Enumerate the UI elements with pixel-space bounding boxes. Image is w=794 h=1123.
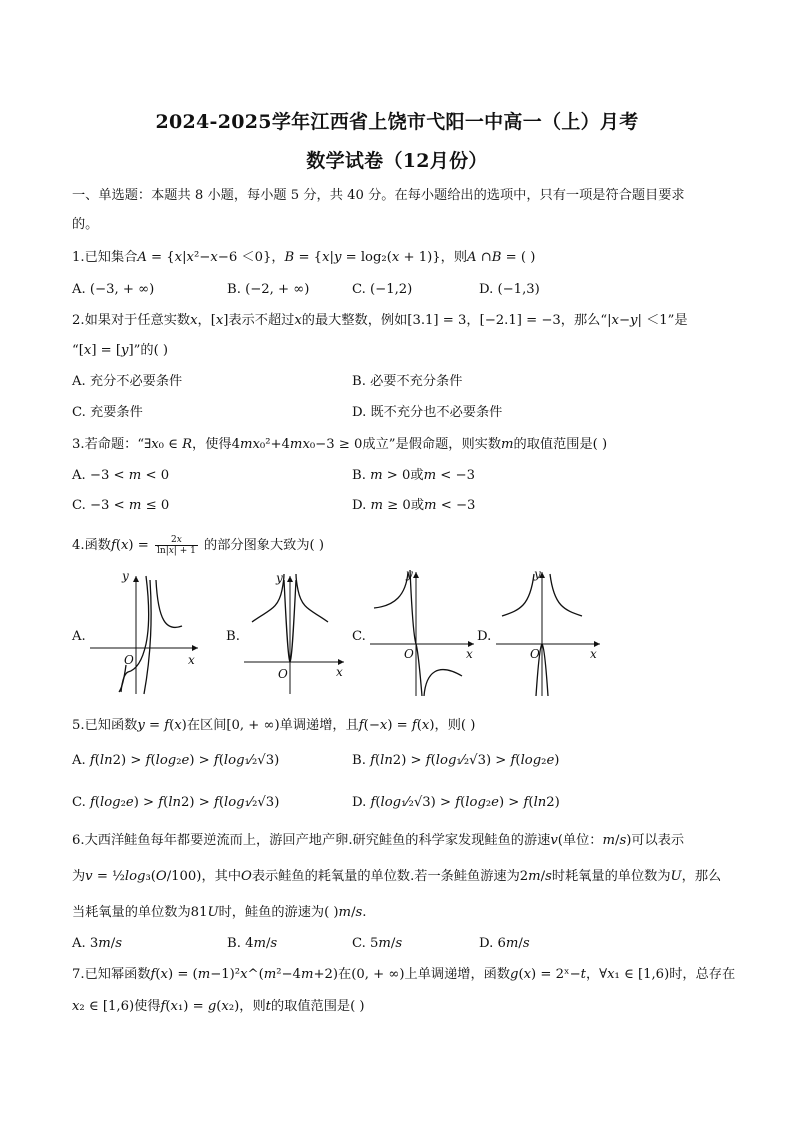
question-4-fraction xyxy=(155,535,198,556)
question-7-stem-line1: 7.已知幂函数𝑓(𝑥) = (𝑚−1)²𝑥^(𝑚²−4𝑚+2)在(0, + ∞)上单调递增，函数𝑔(𝑥) = 2ˣ−𝑡，∀𝑥₁ ∈ [1,6)时，总存在 xyxy=(72,967,736,982)
graph-a-x-label: x xyxy=(188,653,195,667)
graph-c-y-label: y xyxy=(406,567,413,581)
question-5-option-d: D. 𝑓(𝑙𝑜𝑔₁⁄₂√3) > 𝑓(𝑙𝑜𝑔₂𝑒) > 𝑓(𝑙𝑛2) xyxy=(352,795,560,810)
graph-b-x-label: x xyxy=(336,665,343,679)
question-3-option-d: D. 𝑚 ≥ 0或𝑚 < −3 xyxy=(352,498,476,513)
question-5-option-c: C. 𝑓(𝑙𝑜𝑔₂𝑒) > 𝑓(𝑙𝑛2) > 𝑓(𝑙𝑜𝑔₁⁄₂√3) xyxy=(72,795,280,810)
question-2-stem-line2: “[𝑥] = [𝑦]”的( ) xyxy=(72,343,169,358)
question-2-stem-line1: 2.如果对于任意实数𝑥，[𝑥]表示不超过𝑥的最大整数，例如[3.1] = 3，[−2.1] = −3，那么“|𝑥−𝑦| ＜1”是 xyxy=(72,313,688,328)
question-1-option-d: D. (−1,3) xyxy=(479,282,540,297)
question-2-option-b: B. 必要不充分条件 xyxy=(352,374,463,389)
graph-b-origin-label: O xyxy=(278,667,288,681)
question-6-option-b: B. 4𝑚/𝑠 xyxy=(227,936,278,951)
question-3-option-c: C. −3 < 𝑚 ≤ 0 xyxy=(72,498,170,513)
graph-b xyxy=(240,570,352,698)
question-1-option-c: C. (−1,2) xyxy=(352,282,413,297)
question-1-stem: 1.已知集合𝐴 = {𝑥|𝑥²−𝑥−6 ＜0}，𝐵 = {𝑥|𝑦 = log₂(𝑥 + 1)}，则𝐴 ∩𝐵 = ( ) xyxy=(72,250,536,265)
question-1-option-a: A. (−3, + ∞) xyxy=(72,282,155,297)
question-2-option-c: C. 充要条件 xyxy=(72,405,143,420)
graph-a-curve-left xyxy=(119,665,126,692)
question-5-option-b: B. 𝑓(𝑙𝑛2) > 𝑓(𝑙𝑜𝑔₁⁄₂√3) > 𝑓(𝑙𝑜𝑔₂𝑒) xyxy=(352,753,560,768)
graph-d-label: D. xyxy=(477,629,492,644)
graph-d-x-label: x xyxy=(590,647,597,661)
graph-a-origin-label: O xyxy=(124,653,134,667)
question-2-option-d: D. 既不充分也不必要条件 xyxy=(352,405,503,420)
question-6-option-c: C. 5𝑚/𝑠 xyxy=(352,936,403,951)
graph-a-y-label: y xyxy=(122,570,129,583)
graph-c-x-label: x xyxy=(466,647,473,661)
exam-subtitle: 数学试卷（12月份） xyxy=(306,150,488,172)
question-4-stem xyxy=(72,535,324,556)
graph-b-label: B. xyxy=(226,629,240,644)
question-7-stem-line2: 𝑥₂ ∈ [1,6)使得𝑓(𝑥₁) = 𝑔(𝑥₂)，则𝑡的取值范围是( ) xyxy=(72,999,365,1014)
question-6-stem-line2: 为𝑣 = ½𝑙𝑜𝑔₃(𝑂/100)，其中𝑂表示鲑鱼的耗氧量的单位数.若一条鲑鱼游速为2𝑚/𝑠时耗氧量的单位数为𝑈，那么 xyxy=(72,869,722,884)
question-5-stem: 5.已知函数𝑦 = 𝑓(𝑥)在区间[0, + ∞)单调递增，且𝑓(−𝑥) = 𝑓(𝑥)，则( ) xyxy=(72,718,476,733)
graph-d-curve-left xyxy=(502,574,534,616)
exam-title: 2024-2025学年江西省上饶市弋阳一中高一（上）月考 xyxy=(155,111,639,133)
graph-d-curve-right xyxy=(550,574,582,616)
question-6-stem-line1: 6.大西洋鲑鱼每年都要逆流而上，游回产地产卵.研究鲑鱼的科学家发现鲑鱼的游速𝑣(单位：𝑚/𝑠)可以表示 xyxy=(72,833,685,848)
question-4-fraction-denominator: ln|𝑥| + 1 xyxy=(157,546,196,556)
question-2-option-a: A. 充分不必要条件 xyxy=(72,374,183,389)
question-3-stem: 3.若命题：“∃𝑥₀ ∈ 𝑅，使得4𝑚𝑥₀²+4𝑚𝑥₀−3 ≥ 0成立”是假命题，则实数𝑚的取值范围是( ) xyxy=(72,437,608,452)
graph-a-curve-right xyxy=(156,580,182,627)
graph-d-y-label: y xyxy=(534,567,541,581)
question-3-option-b: B. 𝑚 > 0或𝑚 < −3 xyxy=(352,468,475,483)
graph-a xyxy=(86,570,204,698)
question-4-stem-pre: 4.函数𝑓(𝑥) = xyxy=(72,538,149,553)
question-4-stem-post: 的部分图象大致为( ) xyxy=(204,538,325,553)
graph-c-origin-label: O xyxy=(404,647,414,661)
graph-d xyxy=(492,566,604,698)
graph-a-label: A. xyxy=(72,629,86,644)
graph-b-y-label: y xyxy=(276,571,283,585)
question-6-option-a: A. 3𝑚/𝑠 xyxy=(72,936,123,951)
graph-d-origin-label: O xyxy=(530,647,540,661)
question-5-option-a: A. 𝑓(𝑙𝑛2) > 𝑓(𝑙𝑜𝑔₂𝑒) > 𝑓(𝑙𝑜𝑔₁⁄₂√3) xyxy=(72,753,280,768)
section-instructions-line2: 的。 xyxy=(72,217,99,232)
graph-c-label: C. xyxy=(352,629,366,644)
question-1-option-b: B. (−2, + ∞) xyxy=(227,282,310,297)
graph-c xyxy=(366,566,478,698)
graph-c-curve-upper-left xyxy=(374,572,408,608)
question-6-option-d: D. 6𝑚/𝑠 xyxy=(479,936,530,951)
question-6-stem-line3: 当耗氧量的单位数为81𝑈时，鲑鱼的游速为( )𝑚/𝑠. xyxy=(72,905,367,920)
graph-c-curve-lower-right xyxy=(424,670,462,696)
graph-b-curve-right xyxy=(296,574,328,622)
question-3-option-a: A. −3 < 𝑚 < 0 xyxy=(72,468,170,483)
question-4-fraction-numerator: 2𝑥 xyxy=(155,535,198,546)
section-instructions-line1: 一、单选题：本题共 8 小题，每小题 5 分，共 40 分。在每小题给出的选项中，只有一项是符合题目要求 xyxy=(72,188,685,203)
